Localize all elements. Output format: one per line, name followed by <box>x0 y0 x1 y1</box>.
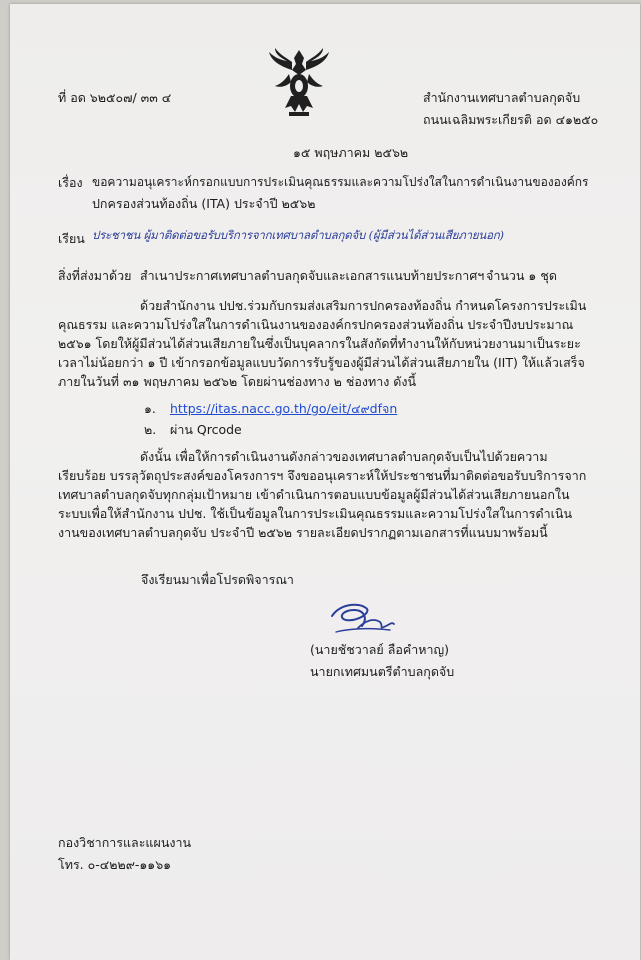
subject-line-1: ขอความอนุเคราะห์กรอกแบบการประเมินคุณธรรมและความโปร่งใสในการดำเนินงานขององค์กร <box>92 175 589 189</box>
enclosure-quantity: จำนวน ๑ ชุด <box>486 268 557 283</box>
subject-line-2: ปกครองส่วนท้องถิ่น (ITA) ประจำปี ๒๕๖๒ <box>92 196 316 211</box>
closing-line: จึงเรียนมาเพื่อโปรดพิจารณา <box>141 572 294 587</box>
letter-date: ๑๕ พฤษภาคม ๒๕๖๒ <box>293 145 409 160</box>
body-paragraph-1: ด้วยสำนักงาน ปปช.ร่วมกับกรมส่งเสริมการปกครองท้องถิ่น กำหนดโครงการประเมินคุณธรรม และความโปร่งใสในการดำเนินงานขององค์กรปกครองส่วนท้องถิ่น ประจำปีงบประมาณ ๒๕๖๑ โดยให้ผู้มีส่วนได้ส่วนเสียภายในซึ่งเป็นบุคลากรในสังกัดที่ทำงานให้กับหน่วยงานมาเป็นระยะเวลาไม่น้อยกว่า ๑ ปี เข้ากรอกข้อมูลแบบวัดการรับรู้ของผู้มีส่วนได้ส่วนเสียภายใน (IIT) ให้แล้วเสร็จภายในวันที่ ๓๑ พฤษภาคม ๒๕๖๒ โดยผ่านช่องทาง ๒ ช่องทาง ดังนี้ <box>58 298 587 389</box>
garuda-emblem-icon <box>267 46 331 120</box>
signer-name: (นายชัชวาลย์ ลือคำหาญ) <box>310 642 450 657</box>
channel-2-text: ผ่าน Qrcode <box>170 422 242 437</box>
recipient-label: เรียน <box>58 231 85 246</box>
signature-icon <box>328 598 398 638</box>
channel-1-number: ๑. <box>144 401 156 416</box>
department-name: กองวิชาการและแผนงาน <box>58 835 192 850</box>
enclosure-text: สำเนาประกาศเทศบาลตำบลกุดจับและเอกสารแนบท้ายประกาศฯ <box>140 268 485 283</box>
enclosure-label: สิ่งที่ส่งมาด้วย <box>58 268 132 283</box>
channel-1-link[interactable]: https://itas.nacc.go.th/go/eit/๔๙dfจn <box>170 401 398 416</box>
office-address: ถนนเฉลิมพระเกียรติ อด ๔๑๒๕๐ <box>423 112 599 127</box>
phone-number: โทร. ๐-๔๒๒๙-๑๑๖๑ <box>58 857 172 872</box>
channel-2-number: ๒. <box>144 422 157 437</box>
letter-sheet <box>10 4 640 960</box>
body-paragraph-2: ดังนั้น เพื่อให้การดำเนินงานดังกล่าวของเทศบาลตำบลกุดจับเป็นไปด้วยความเรียบร้อย บรรลุวัตถุประสงค์ของโครงการฯ จึงขออนุเคราะห์ให้ประชาชนที่มาติดต่อขอรับบริการจากเทศบาลตำบลกุดจับทุกกลุ่มเป้าหมาย เข้าดำเนินการตอบแบบข้อมูลผู้มีส่วนได้ส่วนเสียภายนอกในระบบเพื่อให้สำนักงาน ปปช. ใช้เป็นข้อมูลในการประเมินคุณธรรมและความโปร่งใสในการดำเนินงานของเทศบาลตำบลกุดจับ ประจำปี ๒๕๖๒ รายละเอียดปรากฏตามเอกสารที่แนบมาพร้อมนี้ <box>58 449 587 540</box>
signer-title: นายกเทศมนตรีตำบลกุดจับ <box>310 664 455 679</box>
reference-number: ที่ อด ๖๒๕๐๗/ ๓๓ ๔ <box>58 90 172 105</box>
subject-label: เรื่อง <box>58 175 83 190</box>
office-name: สำนักงานเทศบาลตำบลกุดจับ <box>423 90 581 105</box>
recipient-handwritten: ประชาชน ผู้มาติดต่อขอรับบริการจากเทศบาลตำบลกุดจับ (ผู้มีส่วนได้ส่วนเสียภายนอก) <box>92 228 504 242</box>
